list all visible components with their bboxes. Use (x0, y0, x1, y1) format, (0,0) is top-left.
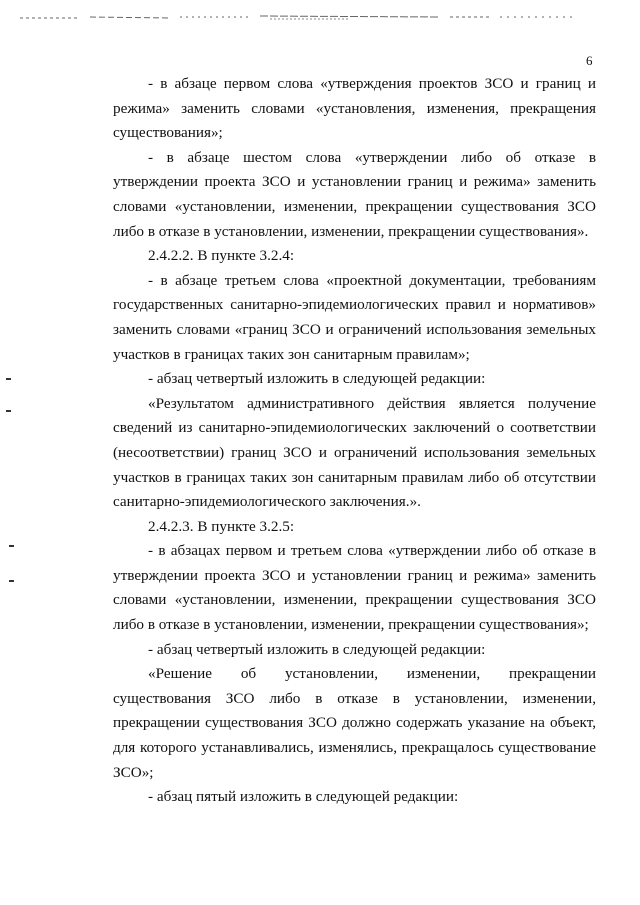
page-number: 6 (586, 53, 593, 68)
paragraph: - абзац четвертый изложить в следующей редакции: (148, 370, 486, 388)
scan-artifact-top-edge (20, 8, 580, 22)
document-body (113, 72, 596, 810)
paragraph: - абзац пятый изложить в следующей редакции: (148, 788, 459, 806)
paragraph: - в абзаце шестом слова «утверждении либо об отказе в утверждении проекта ЗСО и установлении границ и режима» заменить словами «установлении, изменении, прекращении существования ЗСО либо в отказе в установлении, изменении, прекращении существования». (113, 148, 596, 240)
scan-margin-mark (6, 378, 11, 380)
paragraph: 2.4.2.3. В пункте 3.2.5: (148, 517, 295, 535)
scan-margin-mark (9, 580, 14, 582)
paragraph: «Результатом административного действия является получение сведений из санитарно-эпидемиологических заключений о соответствии (несоответствии) границ ЗСО и ограничений использования земельных участков в границах таких зон санитарным правилам либо об отсутствии санитарно-эпидемиологического заключения.». (113, 394, 596, 511)
paragraph: - в абзаце первом слова «утверждения проектов ЗСО и границ и режима» заменить словами «установления, изменения, прекращения существования»; (113, 75, 596, 142)
scan-margin-mark (6, 410, 11, 412)
scan-margin-mark (9, 545, 14, 547)
paragraph: 2.4.2.2. В пункте 3.2.4: (148, 247, 295, 265)
paragraph: - в абзаце третьем слова «проектной документации, требованиям государственных санитарно-эпидемиологических правил и нормативов» заменить словами «границ ЗСО и ограничений использования земельных участков в границах таких зон санитарным правилам»; (113, 271, 596, 363)
paragraph: - в абзацах первом и третьем слова «утверждении либо об отказе в утверждении проекта ЗСО и установлении границ и режима» заменить словами «установлении, изменении, прекращении существования ЗСО либо в отказе в установлении, изменении, прекращении существования»; (113, 542, 596, 634)
paragraph: - абзац четвертый изложить в следующей редакции: (148, 640, 486, 658)
paragraph: «Решение об установлении, изменении, прекращении существования ЗСО либо в отказе в установлении, изменении, прекращении существования ЗСО должно содержать указание на объект, для которого устанавливались, изменялись, прекращалось существование ЗСО»; (113, 665, 596, 781)
